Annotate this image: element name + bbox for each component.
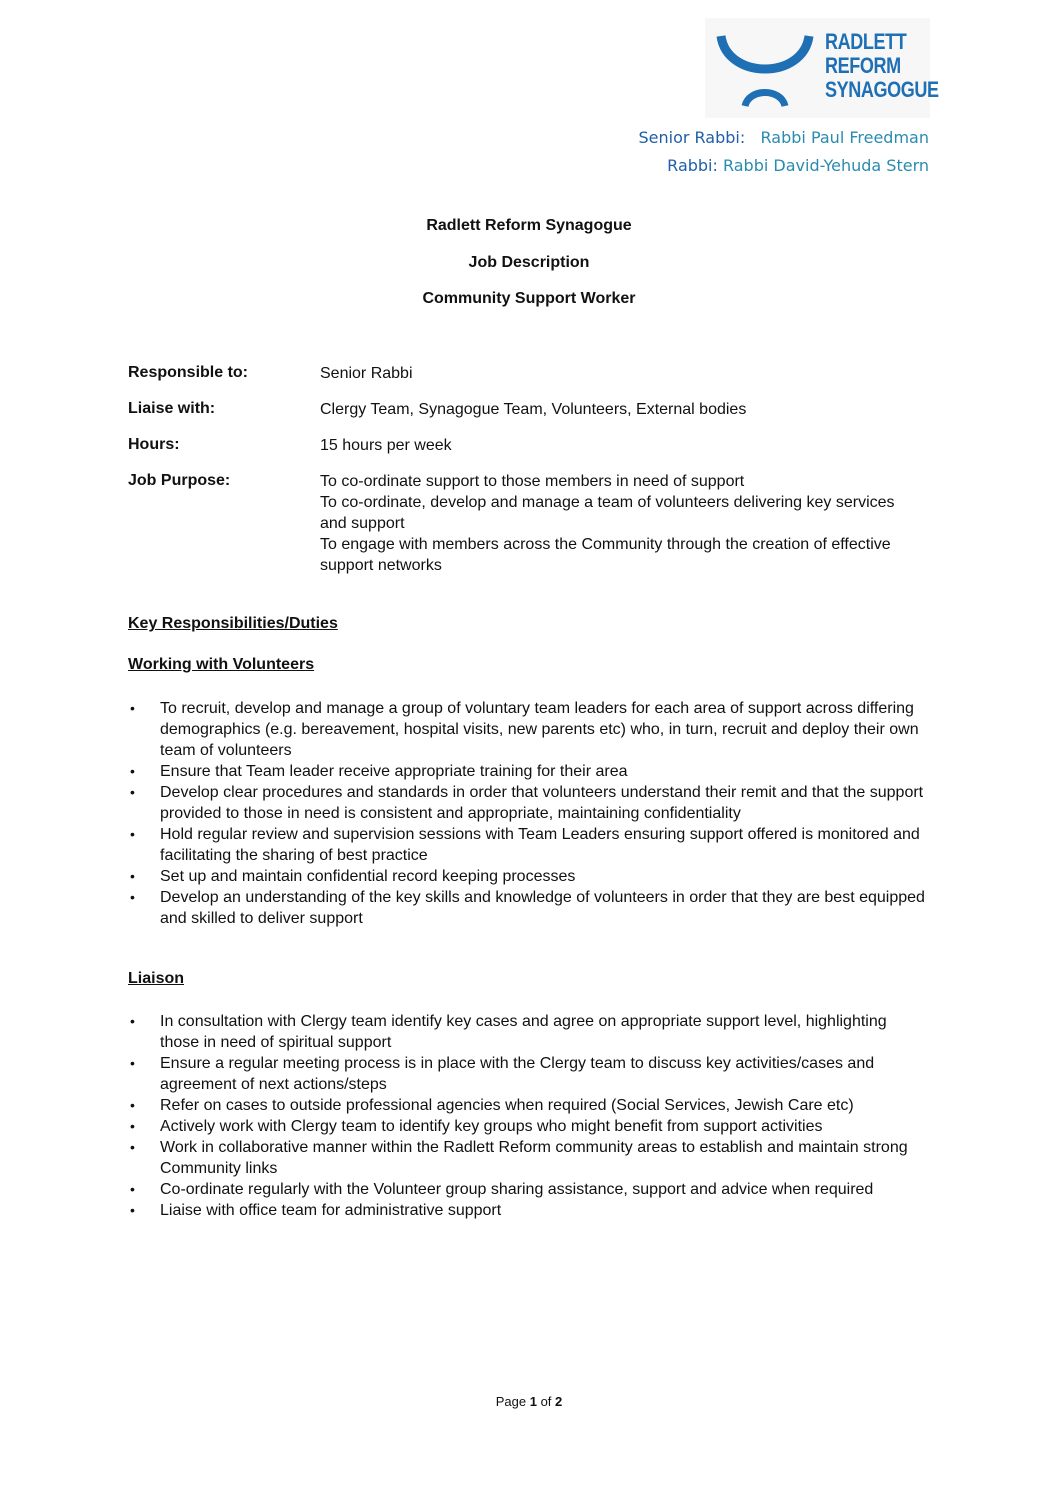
doc-heading: Job Description	[468, 254, 590, 271]
list-item: • Liaise with office team for administrative support	[128, 1200, 928, 1221]
liaison-heading: Liaison	[128, 970, 185, 987]
liaise-label: Liaise with:	[128, 400, 216, 417]
list-item: • Work in collaborative manner within the Radlett Reform community areas to establish and maintain strong Community links	[128, 1137, 928, 1179]
role-heading: Community Support Worker	[422, 290, 636, 307]
rabbi-name: Rabbi David-Yehuda Stern	[722, 156, 929, 175]
liaison-list	[128, 1011, 928, 1221]
liaise-value: Clergy Team, Synagogue Team, Volunteers, External bodies	[320, 401, 747, 418]
purpose-value	[320, 471, 900, 576]
list-item: • Ensure a regular meeting process is in place with the Clergy team to discuss key activities/cases and agreement of next actions/steps	[128, 1053, 928, 1095]
purpose-line: To co-ordinate support to those members in need of support	[320, 473, 745, 490]
page-current: 1	[529, 1394, 537, 1409]
hours-label: Hours:	[128, 436, 180, 453]
list-item: • Ensure that Team leader receive appropriate training for their area	[128, 761, 928, 782]
purpose-line: To co-ordinate, develop and manage a team of volunteers delivering key services and support	[320, 494, 895, 532]
page-total: 2	[555, 1394, 563, 1409]
senior-rabbi-label: Senior Rabbi:	[638, 128, 746, 147]
list-item: • Hold regular review and supervision sessions with Team Leaders ensuring support offered is monitored and facilitating the sharing of best practice	[128, 824, 928, 866]
synagogue-logo	[705, 18, 939, 118]
rabbi-label: Rabbi:	[667, 156, 718, 175]
list-item: • Actively work with Clergy team to identify key groups who might benefit from support activities	[128, 1116, 928, 1137]
purpose-label: Job Purpose:	[128, 472, 231, 489]
logo-line-1: RADLETT	[825, 29, 907, 54]
key-responsibilities-heading: Key Responsibilities/Duties	[128, 615, 338, 632]
purpose-line: To engage with members across the Community through the creation of effective support networks	[320, 536, 891, 574]
page-footer	[0, 1394, 1058, 1409]
rabbi-line	[639, 152, 930, 180]
list-item: • Co-ordinate regularly with the Volunteer group sharing assistance, support and advice when required	[128, 1179, 928, 1200]
responsible-label: Responsible to:	[128, 364, 249, 381]
list-item: • To recruit, develop and manage a group of voluntary team leaders for each area of support across differing demographics (e.g. bereavement, hospital visits, new parents etc) who, in turn, recruit and deploy their own team of volunteers	[128, 698, 928, 761]
list-item: • Refer on cases to outside professional agencies when required (Social Services, Jewish Care etc)	[128, 1095, 928, 1116]
list-item: • In consultation with Clergy team identify key cases and agree on appropriate support level, highlighting those in need of spiritual support	[128, 1011, 928, 1053]
logo-line-2: REFORM	[825, 53, 901, 78]
list-item: • Develop clear procedures and standards in order that volunteers understand their remit and that the support provided to those in need is consistent and appropriate, maintaining confidentiality	[128, 782, 928, 824]
logo-wordmark	[825, 30, 939, 102]
volunteer-list	[128, 698, 928, 929]
logo-arc-icon	[715, 28, 815, 108]
list-item: • Set up and maintain confidential record keeping processes	[128, 866, 928, 887]
list-item: • Develop an understanding of the key skills and knowledge of volunteers in order that they are best equipped and skilled to deliver support	[128, 887, 928, 929]
senior-rabbi-name: Rabbi Paul Freedman	[760, 128, 929, 147]
page-word: Page	[495, 1394, 527, 1409]
org-heading: Radlett Reform Synagogue	[426, 217, 632, 234]
page-of-word: of	[540, 1394, 552, 1409]
hours-value: 15 hours per week	[320, 437, 452, 454]
rabbi-contacts	[639, 124, 930, 180]
logo-line-3: SYNAGOGUE	[825, 77, 939, 102]
volunteers-heading: Working with Volunteers	[128, 656, 315, 673]
responsible-value: Senior Rabbi	[320, 365, 413, 382]
senior-rabbi-line	[639, 124, 930, 152]
